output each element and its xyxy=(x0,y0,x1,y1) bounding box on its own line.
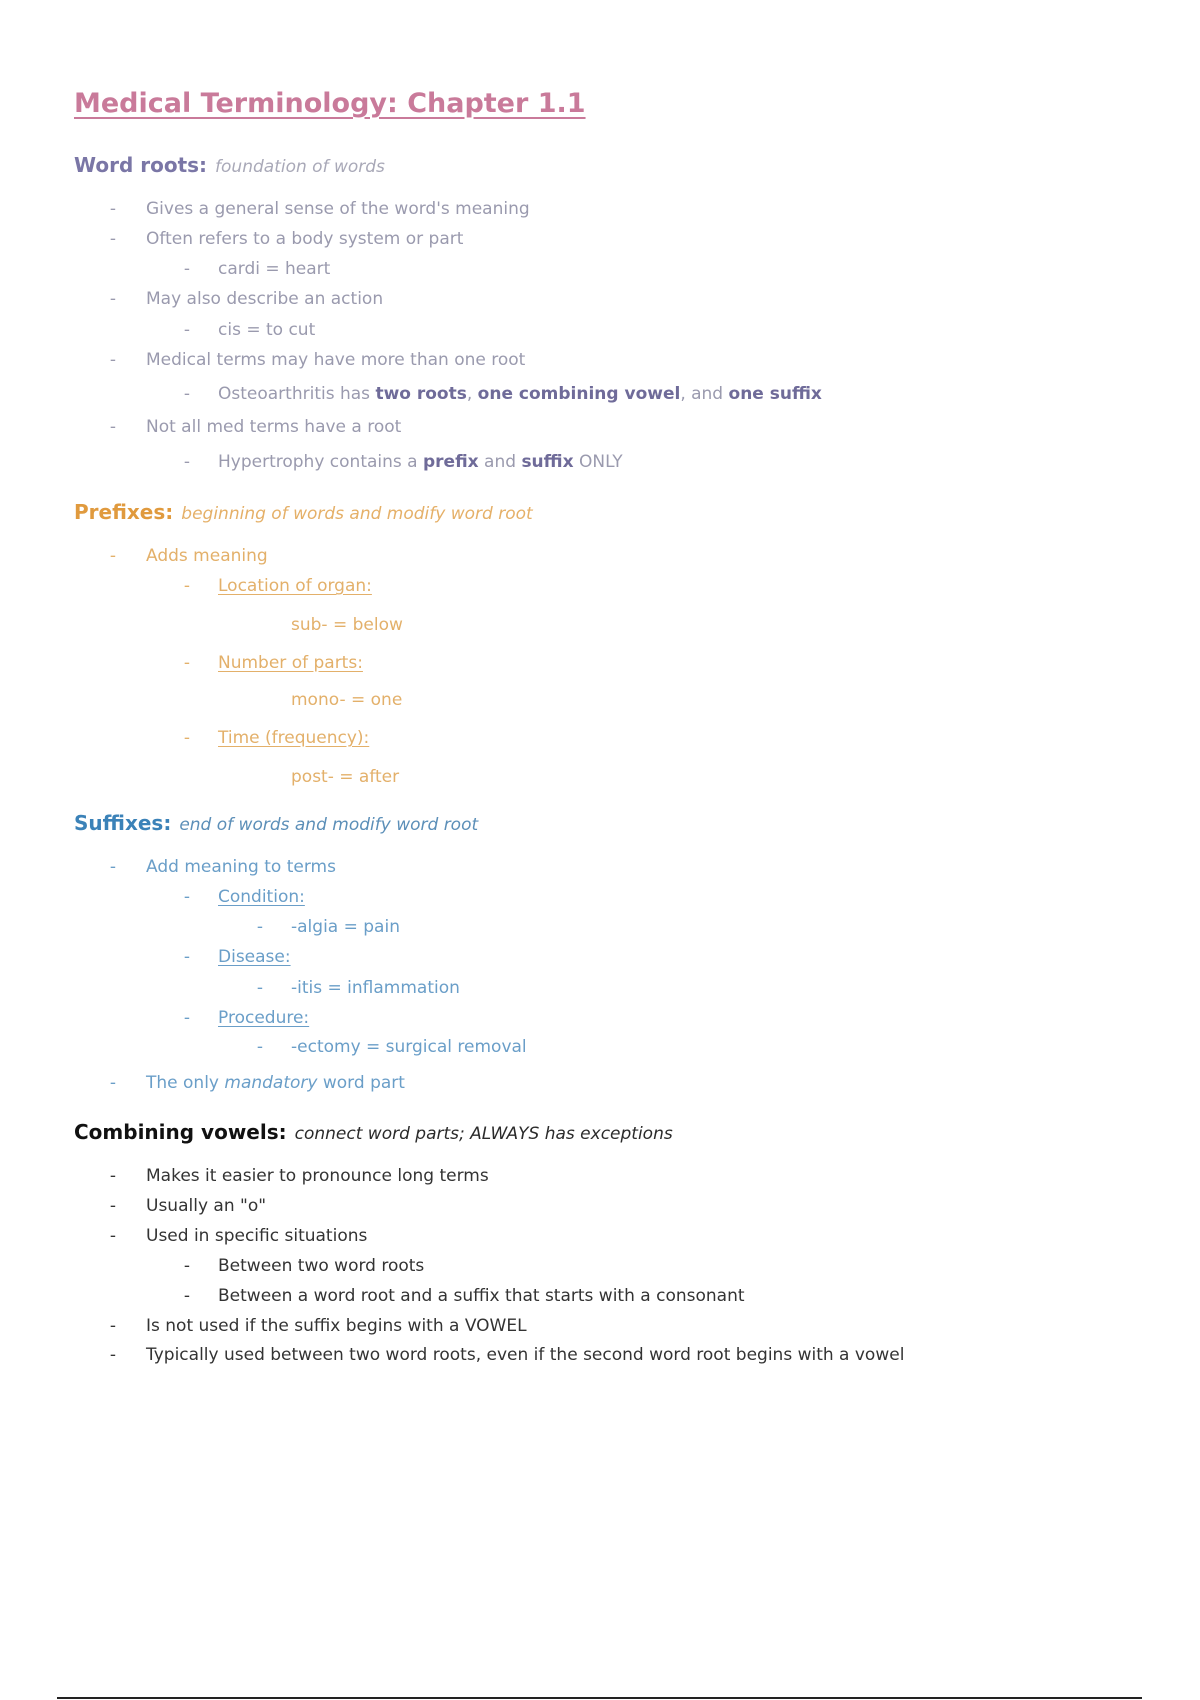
page-title: Medical Terminology: Chapter 1.1 xyxy=(74,88,586,119)
list-item-text: cis = to cut xyxy=(218,320,316,340)
list-item-text: Is not used if the suffix begins with a VOWEL xyxy=(146,1316,527,1336)
subheading-number-of-parts: Number of parts: xyxy=(218,653,363,673)
section-heading-suffixes xyxy=(74,811,478,835)
example-text: mono- = one xyxy=(291,690,403,710)
section-heading-prefixes xyxy=(74,500,533,524)
text-run: The only xyxy=(146,1073,225,1093)
section-description: end of words and modify word root xyxy=(179,815,479,835)
section-description: connect word parts; ALWAYS has exceptions xyxy=(294,1124,673,1144)
italic-text: mandatory xyxy=(224,1073,318,1093)
bullet-dash: - xyxy=(109,1226,117,1246)
example-text: sub- = below xyxy=(291,615,403,635)
page-bottom-rule xyxy=(57,1697,1142,1699)
section-label: Suffixes: xyxy=(74,811,172,835)
text-run: , and xyxy=(680,384,729,404)
bullet-dash: - xyxy=(183,728,191,748)
list-item-text: -algia = pain xyxy=(291,917,400,937)
subheading-disease: Disease: xyxy=(218,947,291,967)
section-heading-combining-vowels xyxy=(74,1120,673,1144)
text-run: word part xyxy=(317,1073,405,1093)
bullet-dash: - xyxy=(109,546,117,566)
subheading-time-frequency: Time (frequency): xyxy=(218,728,370,748)
text-run: ONLY xyxy=(573,452,623,472)
bullet-dash: - xyxy=(109,289,117,309)
bullet-dash: - xyxy=(109,1196,117,1216)
section-label: Prefixes: xyxy=(74,500,174,524)
bullet-dash: - xyxy=(109,857,117,877)
list-item-text: Typically used between two word roots, even if the second word root begins with a vowel xyxy=(146,1345,905,1365)
bullet-dash: - xyxy=(183,653,191,673)
bold-text: two roots xyxy=(375,384,467,404)
list-item-text: Between a word root and a suffix that starts with a consonant xyxy=(218,1286,745,1306)
bullet-dash: - xyxy=(183,1286,191,1306)
list-item-text: Usually an "o" xyxy=(146,1196,267,1216)
list-item-text: cardi = heart xyxy=(218,259,331,279)
bullet-dash: - xyxy=(109,199,117,219)
text-run: , xyxy=(466,384,478,404)
bullet-dash: - xyxy=(183,947,191,967)
list-item-text: May also describe an action xyxy=(146,289,384,309)
text-run: Osteoarthritis has xyxy=(218,384,376,404)
section-label: Combining vowels: xyxy=(74,1120,287,1144)
list-item-text: -itis = inflammation xyxy=(291,978,460,998)
list-item-text: Used in specific situations xyxy=(146,1226,368,1246)
bold-text: suffix xyxy=(521,452,574,472)
text-run: and xyxy=(478,452,522,472)
bullet-dash: - xyxy=(183,576,191,596)
bullet-dash: - xyxy=(109,1166,117,1186)
bullet-dash: - xyxy=(183,384,191,404)
bullet-dash: - xyxy=(183,259,191,279)
bullet-dash: - xyxy=(183,320,191,340)
bold-text: prefix xyxy=(422,452,479,472)
bullet-dash: - xyxy=(109,229,117,249)
bullet-dash: - xyxy=(256,917,264,937)
section-label: Word roots: xyxy=(74,153,208,177)
list-item-text: -ectomy = surgical removal xyxy=(291,1037,527,1057)
bullet-dash: - xyxy=(183,1008,191,1028)
bullet-dash: - xyxy=(109,417,117,437)
list-item-text: Add meaning to terms xyxy=(146,857,336,877)
example-text: post- = after xyxy=(291,767,400,787)
subheading-location-of-organ: Location of organ: xyxy=(218,576,372,596)
subheading-procedure: Procedure: xyxy=(218,1008,310,1028)
bold-text: one combining vowel xyxy=(477,384,681,404)
list-item-text: Often refers to a body system or part xyxy=(146,229,464,249)
bold-text: one suffix xyxy=(728,384,822,404)
bullet-dash: - xyxy=(109,1345,117,1365)
list-item-text xyxy=(218,384,822,404)
bullet-dash: - xyxy=(109,1073,117,1093)
list-item-text xyxy=(146,1073,405,1093)
bullet-dash: - xyxy=(256,1037,264,1057)
bullet-dash: - xyxy=(183,452,191,472)
bullet-dash: - xyxy=(183,887,191,907)
subheading-condition: Condition: xyxy=(218,887,305,907)
list-item-text: Not all med terms have a root xyxy=(146,417,402,437)
list-item-text: Between two word roots xyxy=(218,1256,425,1276)
section-description: foundation of words xyxy=(215,157,385,177)
list-item-text: Makes it easier to pronounce long terms xyxy=(146,1166,489,1186)
list-item-text: Adds meaning xyxy=(146,546,268,566)
bullet-dash: - xyxy=(109,1316,117,1336)
bullet-dash: - xyxy=(183,1256,191,1276)
list-item-text: Medical terms may have more than one root xyxy=(146,350,526,370)
list-item-text: Gives a general sense of the word's meaning xyxy=(146,199,530,219)
text-run: Hypertrophy contains a xyxy=(218,452,423,472)
bullet-dash: - xyxy=(109,350,117,370)
bullet-dash: - xyxy=(256,978,264,998)
section-heading-word-roots xyxy=(74,153,385,177)
section-description: beginning of words and modify word root xyxy=(181,504,533,524)
list-item-text xyxy=(218,452,623,472)
